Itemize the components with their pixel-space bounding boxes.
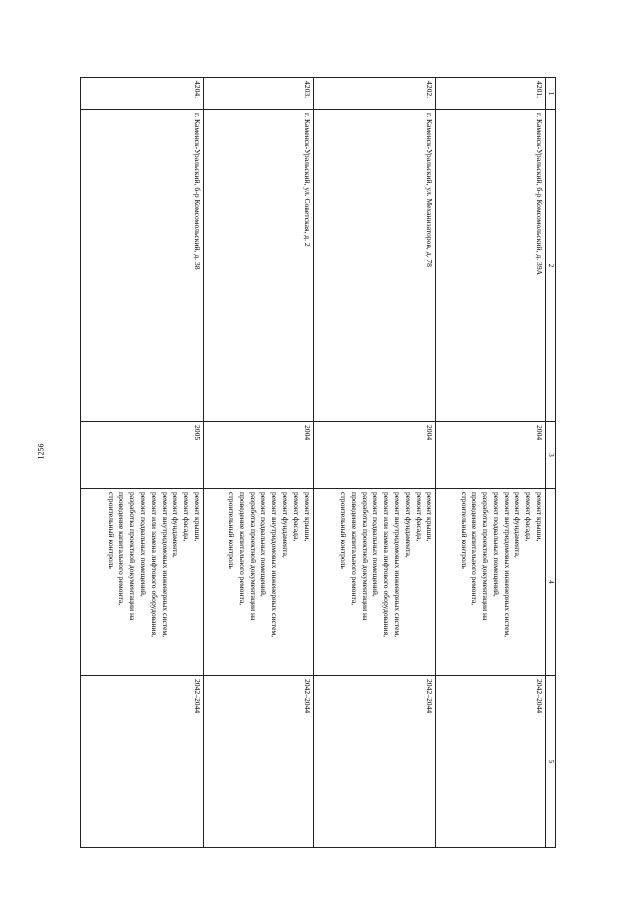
row-build-year: 2004: [436, 422, 546, 489]
work-item: ремонт крыши,: [192, 492, 202, 542]
work-item: проведение капитального ремонта,: [117, 492, 127, 606]
work-item: разработка проектной документации на: [248, 492, 258, 621]
row-works: [436, 489, 546, 676]
work-item: проведение капитального ремонта,: [349, 492, 359, 606]
work-item: строительный контроль: [106, 492, 116, 569]
row-number: 4203.: [203, 78, 313, 110]
header-cell-5: 5: [546, 676, 556, 848]
work-item: ремонт внутридомовых инженерных систем,: [160, 492, 170, 638]
work-item: проведение капитального ремонта,: [237, 492, 247, 606]
rotated-table-container: [80, 77, 556, 847]
page-number: 1256: [36, 443, 46, 460]
row-number: 4204.: [81, 78, 204, 110]
work-item: разработка проектной документации на: [481, 492, 491, 621]
work-item: ремонт фундамента,: [171, 492, 181, 558]
row-address: г. Каменск-Уральский, б-р Комсомольский, д. 39А: [436, 110, 546, 422]
row-period: 2042–2044: [313, 676, 436, 848]
header-cell-2: 2: [546, 110, 556, 422]
work-item: разработка проектной документации на: [360, 492, 370, 621]
work-item: проведение капитального ремонта,: [470, 492, 480, 606]
header-cell-3: 3: [546, 422, 556, 489]
row-address: г. Каменск-Уральский, б-р Комсомольский, д. 38: [81, 110, 204, 422]
work-item: ремонт фасада,: [291, 492, 301, 542]
row-build-year: 2005: [81, 422, 204, 489]
work-item: ремонт или замена лифтового оборудования,: [382, 492, 392, 637]
table-row: [203, 78, 313, 848]
work-item: ремонт подвальных помещений,: [371, 492, 381, 597]
work-item: ремонт внутридомовых инженерных систем,: [270, 492, 280, 638]
row-build-year: 2004: [203, 422, 313, 489]
row-period: 2042–2044: [81, 676, 204, 848]
work-item: ремонт крыши,: [535, 492, 544, 542]
work-item: ремонт внутридомовых инженерных систем,: [502, 492, 512, 638]
row-works: [81, 489, 204, 676]
header-cell-1: 1: [546, 78, 556, 110]
row-period: 2042–2044: [203, 676, 313, 848]
work-item: ремонт фундамента,: [280, 492, 290, 558]
row-period: 2042–2044: [436, 676, 546, 848]
work-item: разработка проектной документации на: [128, 492, 138, 621]
row-address: г. Каменск-Уральский, ул. Механизаторов, д. 78: [313, 110, 436, 422]
header-cell-4: 4: [546, 489, 556, 676]
work-item: строительный контроль: [459, 492, 469, 569]
work-item: строительный контроль: [339, 492, 349, 569]
repair-schedule-table: [80, 77, 556, 848]
row-number: 4201.: [436, 78, 546, 110]
work-item: ремонт крыши,: [302, 492, 312, 542]
work-item: ремонт фасада,: [414, 492, 424, 542]
work-item: ремонт фундамента,: [513, 492, 523, 558]
work-item: ремонт подвальных помещений,: [259, 492, 269, 597]
work-item: ремонт фундамента,: [403, 492, 413, 558]
work-item: ремонт фасада,: [524, 492, 534, 542]
row-works: [313, 489, 436, 676]
work-item: ремонт фасада,: [182, 492, 192, 542]
row-number: 4202.: [313, 78, 436, 110]
work-item: ремонт или замена лифтового оборудования,: [149, 492, 159, 637]
row-works: [203, 489, 313, 676]
row-build-year: 2004: [313, 422, 436, 489]
table-row: [81, 78, 204, 848]
work-item: ремонт крыши,: [425, 492, 435, 542]
work-item: ремонт подвальных помещений,: [491, 492, 501, 597]
table-row: [436, 78, 546, 848]
row-address: г. Каменск-Уральский, ул. Советская, д. 2: [203, 110, 313, 422]
table-row: [313, 78, 436, 848]
work-item: ремонт внутридомовых инженерных систем,: [393, 492, 403, 638]
work-item: строительный контроль: [227, 492, 237, 569]
table-header-row: [546, 78, 556, 848]
work-item: ремонт подвальных помещений,: [138, 492, 148, 597]
table-body: [81, 78, 546, 848]
